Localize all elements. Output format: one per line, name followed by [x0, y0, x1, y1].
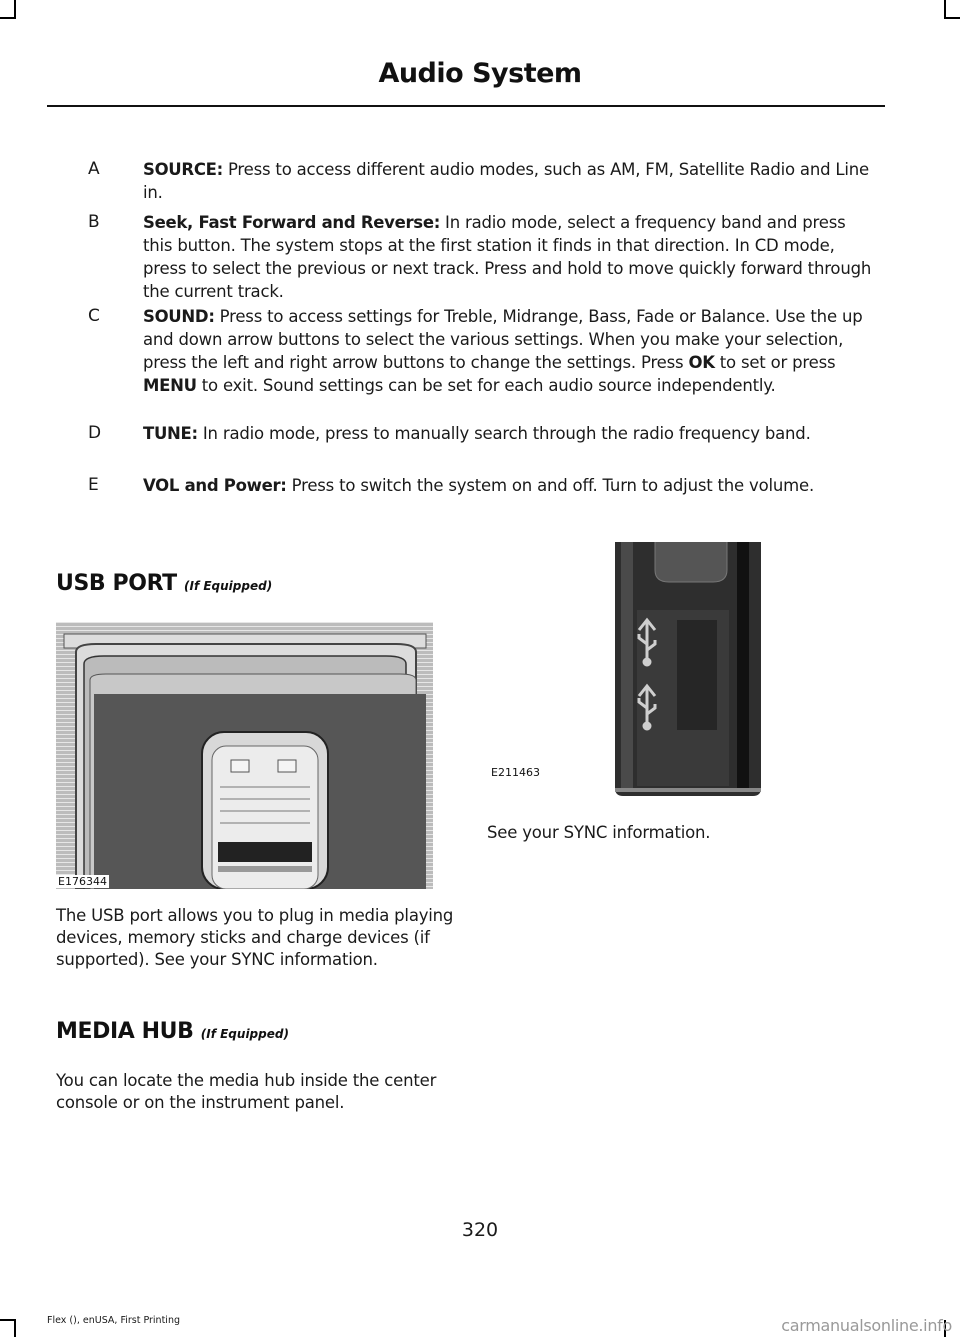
footer-text: Flex (), enUSA, First Printing — [47, 1315, 180, 1326]
crop-mark — [14, 1320, 16, 1337]
heading-qualifier: (If Equipped) — [200, 1027, 289, 1041]
header-rule — [47, 105, 885, 107]
menu-keyword: MENU — [143, 376, 197, 395]
crop-mark — [14, 0, 16, 17]
crop-mark — [944, 0, 946, 17]
heading-qualifier: (If Equipped) — [184, 579, 273, 593]
sync-reference-paragraph: See your SYNC information. — [487, 823, 711, 842]
page-number: 320 — [461, 1219, 499, 1241]
crop-mark — [0, 1319, 16, 1321]
crop-mark — [944, 17, 960, 19]
media-hub-heading: MEDIA HUB (If Equipped) — [56, 1019, 289, 1044]
item-description: Seek, Fast Forward and Reverse: In radio mode, select a frequency band and press this button. The system stops at the first station it finds in that direction. In CD mode, press to select the previous or next track. Press and hold to move quickly forward through the current track. — [143, 213, 872, 301]
item-term: SOURCE: — [143, 160, 223, 179]
figure-label: E176344 — [58, 875, 107, 888]
item-term: VOL and Power: — [143, 476, 287, 495]
crop-mark — [0, 17, 16, 19]
page-title: Audio System — [378, 58, 582, 89]
item-description: TUNE: In radio mode, press to manually search through the radio frequency band. — [143, 424, 811, 443]
item-term: SOUND: — [143, 307, 215, 326]
usb-port-drawing — [56, 622, 433, 889]
item-letter: A — [88, 159, 100, 179]
item-letter: E — [88, 475, 99, 495]
item-term: TUNE: — [143, 424, 198, 443]
media-hub-illustration — [487, 540, 767, 812]
usb-port-illustration — [56, 622, 433, 889]
usb-port-paragraph: The USB port allows you to plug in media playing devices, memory sticks and charge devices (if supported). See your SYNC information. — [56, 906, 454, 969]
figure-label: E211463 — [491, 766, 540, 779]
usb-port-heading: USB PORT (If Equipped) — [56, 571, 273, 596]
item-description: VOL and Power: Press to switch the system on and off. Turn to adjust the volume. — [143, 476, 815, 495]
item-term: Seek, Fast Forward and Reverse: — [143, 213, 441, 232]
item-letter: D — [88, 423, 102, 443]
ok-keyword: OK — [688, 353, 715, 372]
item-description: SOURCE: Press to access different audio modes, such as AM, FM, Satellite Radio and Line in. — [143, 160, 870, 202]
media-hub-paragraph: You can locate the media hub inside the center console or on the instrument panel. — [56, 1071, 437, 1112]
item-letter: C — [88, 306, 100, 326]
item-letter: B — [88, 212, 100, 232]
item-description: SOUND: Press to access settings for Treble, Midrange, Bass, Fade or Balance. Use the up and down arrow buttons to select the various settings. When you make your selection, press the left and right arrow buttons to change the settings. Press OK to set or press MENU to exit. Sound settings can be set for each audio source independently. — [143, 307, 863, 395]
watermark: carmanualsonline.info — [781, 1316, 952, 1335]
